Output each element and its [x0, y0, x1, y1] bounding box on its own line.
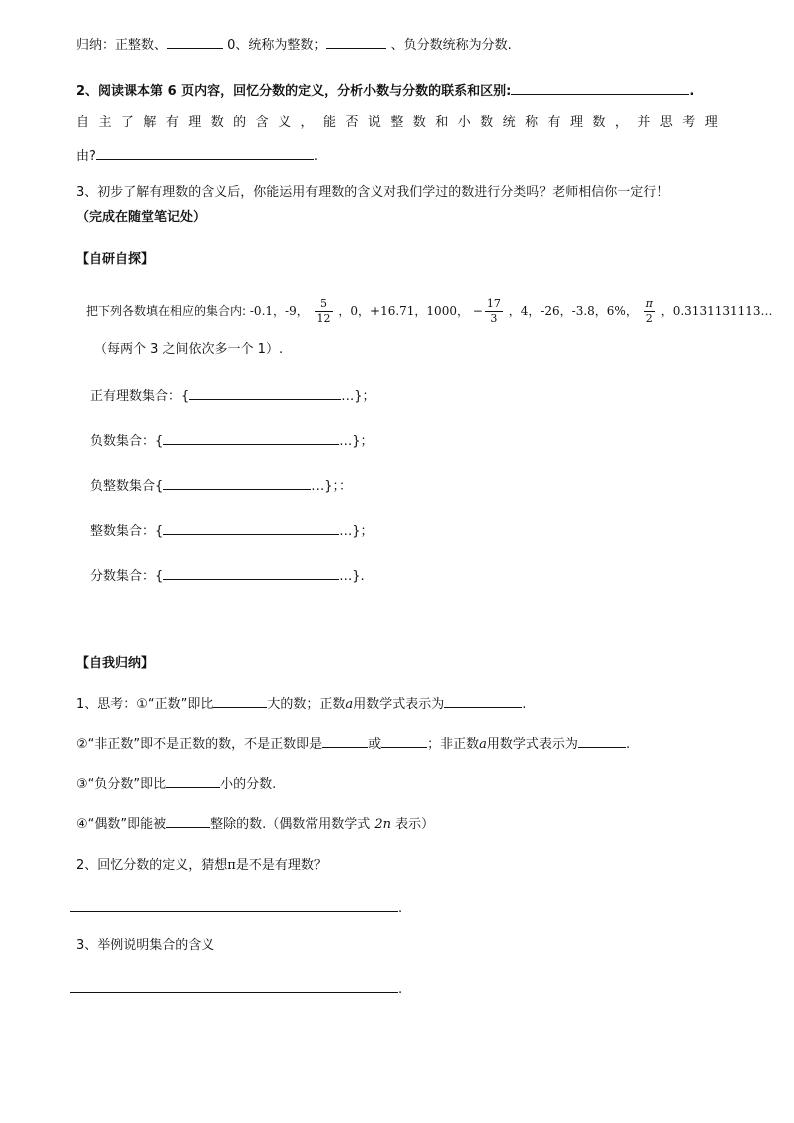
- q2-blank-2[interactable]: [96, 145, 314, 160]
- q3-line-2: [76, 208, 206, 228]
- q3-line-1: [76, 183, 669, 203]
- q2-line2-char: 有: [165, 115, 179, 130]
- negative-sign: −: [472, 304, 483, 318]
- numbers-part-2: ，0，+16.71，1000，: [338, 304, 469, 318]
- numbers-part-1: -0.1，-9，: [249, 304, 309, 318]
- set-positive-rational: 正有理数集合：{ …}；: [90, 385, 376, 407]
- q2-line2-char: 思: [659, 115, 673, 130]
- summary-prefix: 归纳：正整数、: [76, 38, 168, 53]
- q2-line2-char: 数: [412, 115, 426, 130]
- fraction-5-12: $\frac{5}{12}$: [316, 297, 331, 325]
- numbers-part-4: ，0.3131131113…: [660, 304, 773, 318]
- blank-q1-a-2[interactable]: [444, 693, 522, 708]
- q2-line2-char: 并: [637, 115, 651, 130]
- q2-line2-char: ，: [614, 115, 628, 130]
- variable-a: a: [479, 737, 487, 752]
- blank-q3-answer[interactable]: [70, 978, 398, 993]
- numbers-note: （每两个 3 之间依次多一个 1）.: [94, 342, 284, 357]
- q2-blank-1[interactable]: [511, 80, 689, 95]
- q3-note: （完成在随堂笔记处）: [76, 210, 207, 225]
- q2-line2-char: 自: [76, 115, 90, 130]
- self-study-heading: 【自研自探】: [76, 252, 155, 267]
- set-fraction: 分数集合：{ …}.: [90, 565, 365, 587]
- blank-q1-b-1[interactable]: [322, 733, 368, 748]
- q2-line2-char: 有: [547, 115, 561, 130]
- q2-line2-char: 了: [120, 115, 134, 130]
- blank-q1-c[interactable]: [166, 773, 220, 788]
- q2-line2-char: 说: [367, 115, 381, 130]
- q2-line-1: [76, 80, 694, 102]
- summary-q1-a: 1、思考：①“正数”即比 大的数；正数a用数学式表示为 .: [76, 693, 526, 715]
- self-summary-heading: 【自我归纳】: [76, 656, 155, 671]
- set-blank-negative-integer[interactable]: [163, 475, 311, 490]
- q2-line2-char: 含: [255, 115, 269, 130]
- summary-suffix: 、负分数统称为分数.: [390, 38, 512, 53]
- q2-line2-char: 的: [233, 115, 247, 130]
- blank-q1-b-3[interactable]: [578, 733, 626, 748]
- summary-q1-b: ②“非正数”即不是正数的数，不是正数即是 或 ；非正数a用数学式表示为 .: [76, 733, 630, 755]
- set-blank-positive-rational[interactable]: [189, 385, 341, 400]
- summary-line: [76, 34, 512, 56]
- q2-line2-char: 解: [143, 115, 157, 130]
- q2-line2-char: 理: [188, 115, 202, 130]
- instruction-text: 把下列各数填在相应的集合内:: [86, 304, 247, 318]
- q2-line-2: [76, 113, 718, 133]
- q2-line2-char: 义: [278, 115, 292, 130]
- q2-line2-char: 考: [682, 115, 696, 130]
- q2-text: 2、阅读课本第 6 页内容，回忆分数的定义，分析小数与分数的联系和区别:: [76, 84, 512, 99]
- fraction-pi-2: $\frac{\pi}{2}$: [645, 297, 653, 325]
- numbers-part-3: ，4，-26，-3.8，6%，: [508, 304, 638, 318]
- blank-q1-b-2[interactable]: [381, 733, 427, 748]
- set-blank-integer[interactable]: [163, 520, 339, 535]
- set-blank-fraction[interactable]: [163, 565, 339, 580]
- set-blank-negative[interactable]: [163, 430, 339, 445]
- q2-line2-char: 数: [592, 115, 606, 130]
- q2-line1-end: .: [689, 84, 695, 99]
- summary-blank-2[interactable]: [326, 34, 386, 49]
- blank-q2-answer[interactable]: [70, 897, 398, 912]
- q2-line2-char: 整: [390, 115, 404, 130]
- summary-q2-answer: .: [70, 897, 402, 919]
- variable-2n: 2n: [374, 817, 392, 832]
- summary-q2: 2、回忆分数的定义，猜想π是不是有理数？: [76, 858, 327, 873]
- pi-symbol: π: [227, 858, 236, 873]
- summary-q3: 3、举例说明集合的含义: [76, 938, 215, 953]
- summary-mid: 0、统称为整数；: [227, 38, 327, 53]
- q2-line2-char: 主: [98, 115, 112, 130]
- q2-line2-char: 称: [525, 115, 539, 130]
- q2-line2-char: 数: [210, 115, 224, 130]
- q2-line-3: [76, 145, 318, 167]
- summary-q1-c: ③“负分数”即比 小的分数.: [76, 773, 276, 795]
- q2-line2-char: 和: [435, 115, 449, 130]
- fraction-17-3: $\frac{17}{3}$: [486, 297, 501, 325]
- q2-line2-char: 统: [502, 115, 516, 130]
- blank-q1-a-1[interactable]: [213, 693, 267, 708]
- summary-q1-d: ④“偶数”即能被 整除的数.（偶数常用数学式 2n 表示）: [76, 813, 434, 835]
- set-negative-integer: 负整数集合{ …}；：: [90, 475, 352, 497]
- q2-line2-char: 理: [569, 115, 583, 130]
- q2-line2-char: 理: [704, 115, 718, 130]
- summary-blank-1[interactable]: [167, 34, 223, 49]
- q3-text: 3、初步了解有理数的含义后，你能运用有理数的含义对我们学过的数进行分类吗？老师相信你一定行！: [76, 185, 670, 200]
- q2-line2-char: 小: [457, 115, 471, 130]
- variable-a: a: [345, 697, 354, 712]
- q2-line2-char: 能: [322, 115, 336, 130]
- blank-q1-d[interactable]: [166, 813, 210, 828]
- numbers-line: [86, 296, 773, 326]
- q2-line2-char: 数: [480, 115, 494, 130]
- summary-q3-answer: .: [70, 978, 402, 1000]
- set-integer: 整数集合：{ …}；: [90, 520, 374, 542]
- set-negative: 负数集合：{ …}；: [90, 430, 374, 452]
- q2-line3-end: .: [313, 149, 319, 164]
- q2-line2-char: 否: [345, 115, 359, 130]
- q2-line2-char: ，: [300, 115, 314, 130]
- q2-line3-prefix: 由?: [76, 149, 96, 164]
